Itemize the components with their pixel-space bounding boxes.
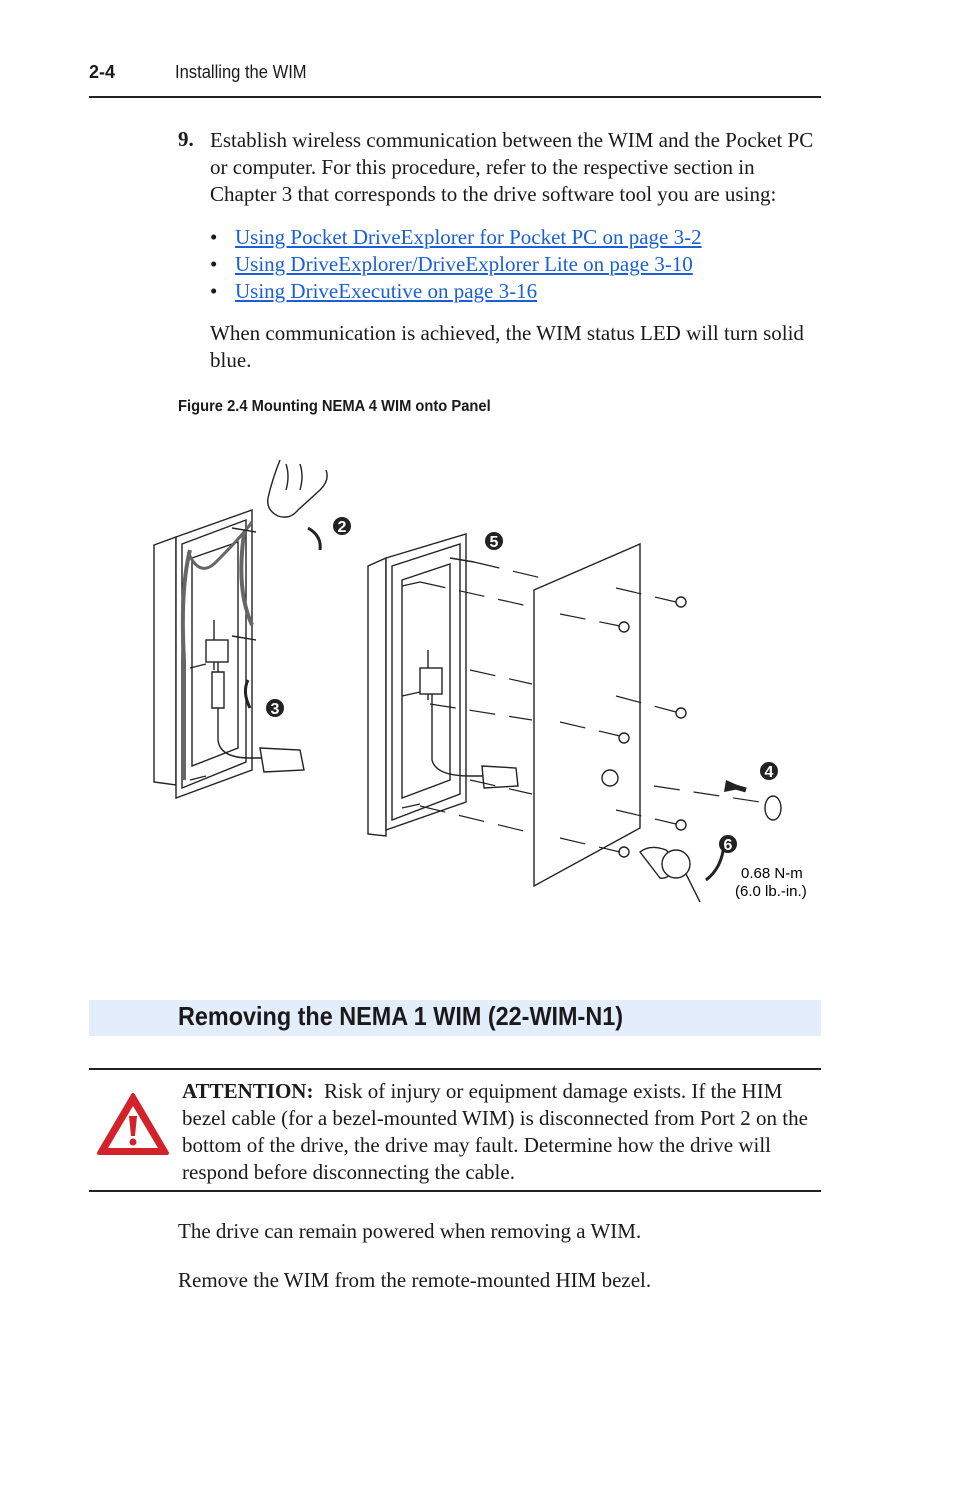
figure-caption: Figure 2.4 Mounting NEMA 4 WIM onto Panel (178, 398, 491, 415)
body-paragraph: Remove the WIM from the remote-mounted HIM bezel. (178, 1268, 652, 1292)
bullet-icon: • (210, 279, 218, 303)
hand-drawing (268, 460, 327, 517)
page-number: 2-4 (89, 62, 116, 82)
list-item (210, 251, 822, 278)
torque-value-imperial: (6.0 lb.-in.) (735, 883, 807, 900)
mounting-panel (534, 544, 640, 886)
wim-enclosure-right (368, 534, 518, 836)
svg-text:4: 4 (764, 764, 774, 781)
bullet-icon: • (210, 252, 218, 276)
bullet-icon: • (210, 225, 218, 249)
wim-enclosure-left (154, 510, 304, 798)
mounting-figure (140, 440, 840, 920)
torque-value-metric: 0.68 N-m (741, 865, 803, 882)
section-title: Removing the NEMA 1 WIM (22-WIM-N1) (178, 1001, 624, 1031)
step-number: 9. (178, 127, 194, 151)
callout-2 (333, 517, 351, 536)
callout-3 (266, 699, 284, 718)
step-result-text: When communication is achieved, the WIM status LED will turn solid blue. (210, 321, 804, 372)
body-paragraph: The drive can remain powered when removing a WIM. (178, 1219, 642, 1243)
attention-text (182, 1078, 822, 1186)
grommet (765, 796, 781, 820)
svg-text:2: 2 (337, 519, 347, 536)
svg-text:6: 6 (723, 837, 733, 854)
link-driveexplorer-lite[interactable]: Using DriveExplorer/DriveExplorer Lite on page 3-10 (235, 252, 693, 276)
link-driveexecutive[interactable]: Using DriveExecutive on page 3-16 (235, 279, 538, 303)
link-pocket-driveexplorer[interactable]: Using Pocket DriveExplorer for Pocket PC on page 3-2 (235, 225, 702, 249)
running-header-title: Installing the WIM (175, 62, 307, 82)
reference-link-list (210, 224, 822, 305)
attention-label: ATTENTION: (182, 1079, 314, 1103)
callout-4 (760, 762, 778, 781)
svg-text:3: 3 (270, 701, 280, 718)
header-rule (89, 96, 821, 98)
svg-text:5: 5 (489, 534, 499, 551)
attention-body: Risk of injury or equipment damage exists. If the HIM bezel cable (for a bezel-mounted WIM) is disconnected from Port 2 on the bottom of the drive, the drive may fault. Determine how the drive will respond before disconnecting the cable. (182, 1079, 808, 1184)
list-item (210, 278, 822, 305)
callout-5 (485, 532, 503, 551)
torque-tool (640, 847, 700, 902)
attention-top-rule (89, 1068, 821, 1070)
list-item (210, 224, 822, 251)
step-text: Establish wireless communication between the WIM and the Pocket PC or computer. For this procedure, refer to the respective section in Chapter 3 that corresponds to the drive software tool you are using: (210, 128, 814, 206)
warning-triangle-icon (96, 1092, 170, 1156)
rotation-arrow (308, 528, 320, 550)
attention-bottom-rule (89, 1190, 821, 1192)
